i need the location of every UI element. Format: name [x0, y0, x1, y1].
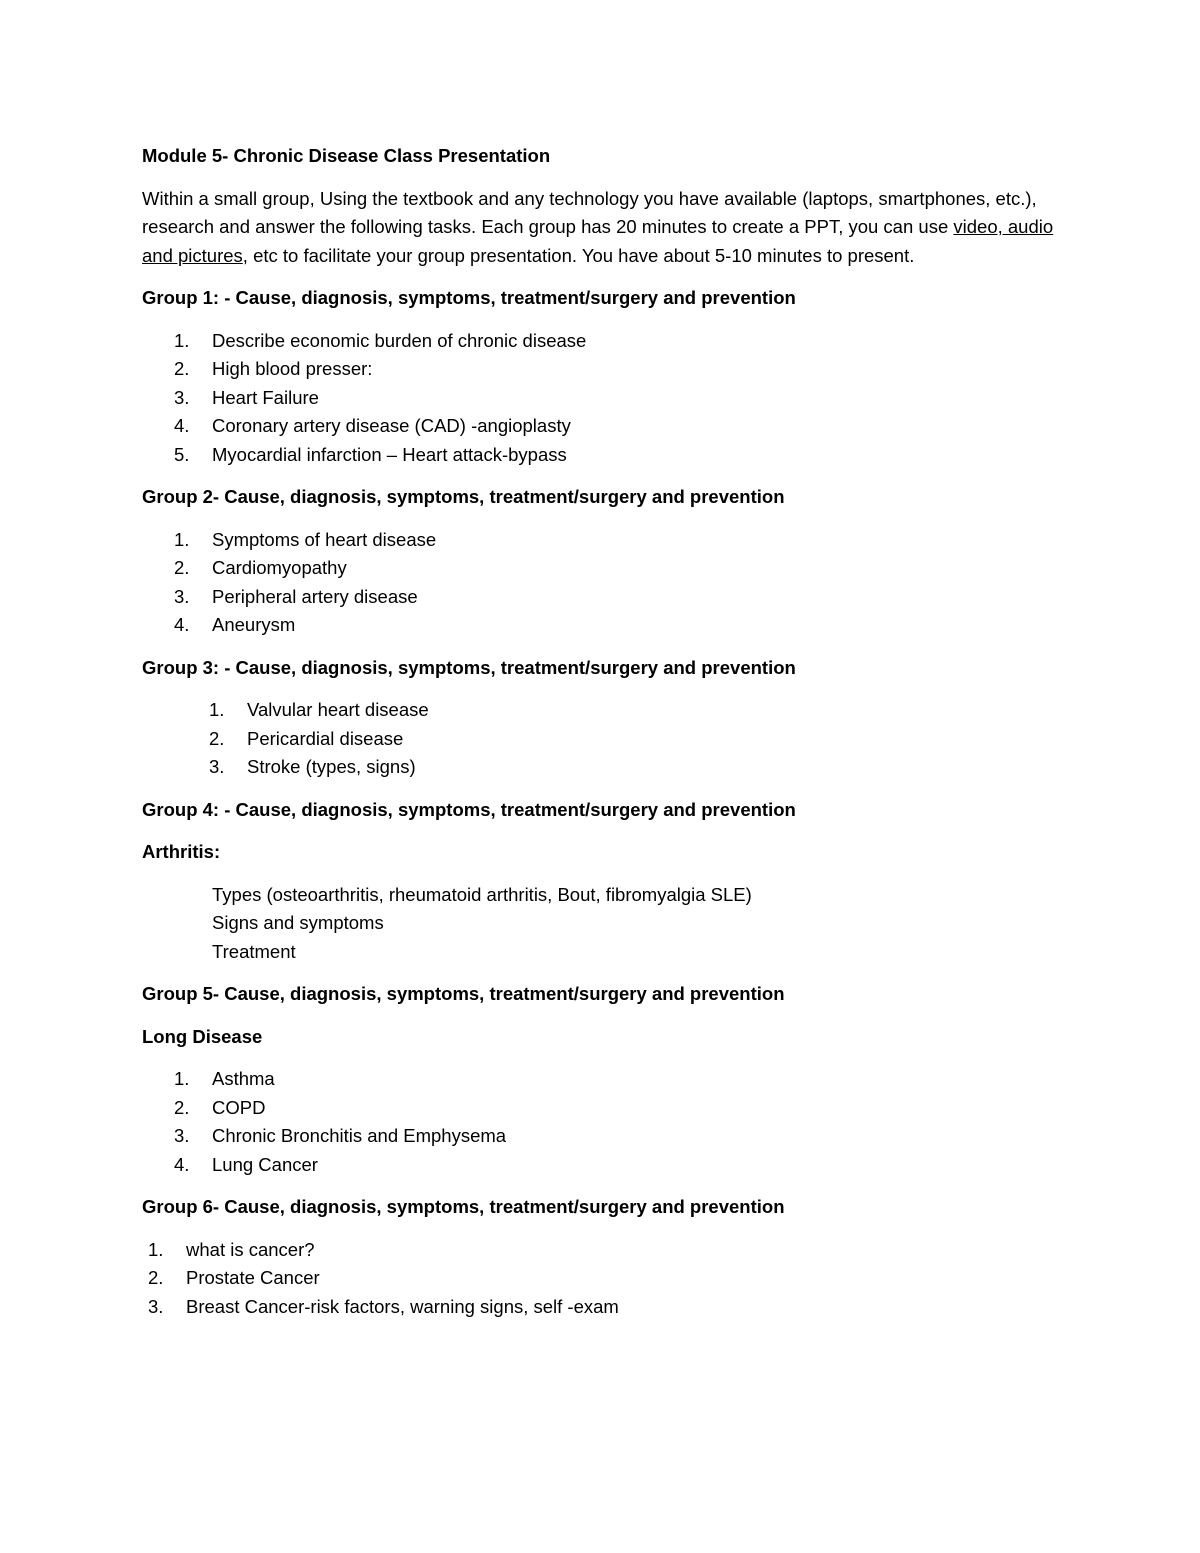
list-item-text: COPD — [212, 1096, 266, 1118]
list-item — [142, 1151, 1062, 1180]
list-number: 4. — [174, 614, 190, 635]
list-number: 2. — [174, 1096, 190, 1118]
group-6-heading: Group 6- Cause, diagnosis, symptoms, treatment/surgery and prevention — [142, 1196, 785, 1217]
list-item — [142, 526, 1062, 555]
list-number: 1. — [174, 528, 190, 550]
list-item — [142, 583, 1062, 612]
text-line: Signs and symptoms — [212, 912, 384, 933]
list-item — [142, 611, 1062, 640]
list-item-text: Breast Cancer-risk factors, warning signs, self -exam — [186, 1295, 619, 1317]
list-number: 1. — [174, 329, 190, 351]
list-number: 2. — [174, 557, 190, 578]
list-item-text: Prostate Cancer — [186, 1267, 320, 1288]
list-item-text: Valvular heart disease — [247, 699, 429, 720]
group-3-heading: Group 3: - Cause, diagnosis, symptoms, treatment/surgery and prevention — [142, 656, 796, 678]
intro-paragraph — [142, 185, 1062, 271]
list-item-text: Coronary artery disease (CAD) -angioplasty — [212, 415, 571, 436]
list-item-text: Heart Failure — [212, 386, 319, 408]
intro-text-2: , etc to facilitate your group presentation. You have about 5-10 minutes to present. — [242, 244, 915, 266]
list-number: 2. — [148, 1267, 164, 1288]
intro-underlined-text: video, audio and pictures — [142, 216, 1054, 266]
list-number: 3. — [174, 585, 190, 607]
group-4-heading: Group 4: - Cause, diagnosis, symptoms, treatment/surgery and prevention — [142, 798, 796, 820]
list-number: 2. — [174, 358, 190, 379]
list-item — [142, 412, 1062, 441]
list-item — [142, 1264, 1062, 1293]
list-item-text: Symptoms of heart disease — [212, 528, 437, 550]
group-2-heading: Group 2- Cause, diagnosis, symptoms, treatment/surgery and prevention — [142, 486, 785, 507]
group-4-subheading: Arthritis: — [142, 841, 221, 862]
list-item — [142, 1065, 1062, 1094]
list-number: 3. — [174, 1125, 190, 1146]
list-number: 4. — [174, 415, 190, 436]
list-item-text: Aneurysm — [212, 614, 296, 635]
text-line: Treatment — [212, 940, 296, 962]
list-item-text: Peripheral artery disease — [212, 585, 418, 607]
group-5-heading: Group 5- Cause, diagnosis, symptoms, treatment/surgery and prevention — [142, 983, 785, 1004]
list-item-text: High blood presser: — [212, 358, 373, 379]
intro-text-1: Within a small group, Using the textbook and any technology you have available (laptops, smartphones, etc.), research and answer the following tasks. Each group has 20 minutes to create a PPT, you can use — [142, 187, 1037, 237]
list-item — [142, 327, 1062, 356]
list-item — [142, 753, 1062, 782]
list-item — [142, 384, 1062, 413]
list-item-text: Myocardial infarction – Heart attack-bypass — [212, 443, 567, 465]
group-4-lines — [142, 881, 1062, 967]
list-number: 1. — [174, 1068, 190, 1089]
list-item-text: Lung Cancer — [212, 1153, 318, 1175]
list-item — [142, 1236, 1062, 1265]
group-1-list — [142, 327, 1062, 470]
list-number: 2. — [209, 727, 225, 749]
list-item-text: Pericardial disease — [247, 727, 404, 749]
list-number: 3. — [174, 386, 190, 408]
list-item — [142, 554, 1062, 583]
list-item — [142, 355, 1062, 384]
group-5-subheading: Long Disease — [142, 1025, 263, 1047]
list-item-text: Chronic Bronchitis and Emphysema — [212, 1125, 507, 1146]
group-5-list — [142, 1065, 1062, 1179]
list-number: 5. — [174, 443, 190, 465]
list-item-text: Stroke (types, signs) — [247, 756, 416, 777]
document-body — [142, 142, 1062, 1335]
document-title: Module 5- Chronic Disease Class Presentation — [142, 145, 551, 166]
list-number: 4. — [174, 1153, 190, 1175]
list-number: 1. — [209, 699, 225, 720]
list-item — [142, 1293, 1062, 1322]
list-item — [142, 441, 1062, 470]
list-item — [142, 1094, 1062, 1123]
list-item-text: what is cancer? — [186, 1238, 315, 1260]
text-line: Types (osteoarthritis, rheumatoid arthritis, Bout, fibromyalgia SLE) — [212, 883, 752, 905]
list-item — [142, 725, 1062, 754]
list-item — [142, 696, 1062, 725]
list-item-text: Describe economic burden of chronic disease — [212, 329, 587, 351]
list-number: 3. — [148, 1295, 164, 1317]
list-item-text: Cardiomyopathy — [212, 557, 347, 578]
list-item-text: Asthma — [212, 1068, 275, 1089]
list-number: 3. — [209, 756, 225, 777]
group-3-list — [142, 696, 1062, 782]
list-item — [142, 1122, 1062, 1151]
group-2-list — [142, 526, 1062, 640]
list-number: 1. — [148, 1238, 164, 1260]
group-1-heading: Group 1: - Cause, diagnosis, symptoms, treatment/surgery and prevention — [142, 287, 796, 308]
group-6-list — [142, 1236, 1062, 1322]
